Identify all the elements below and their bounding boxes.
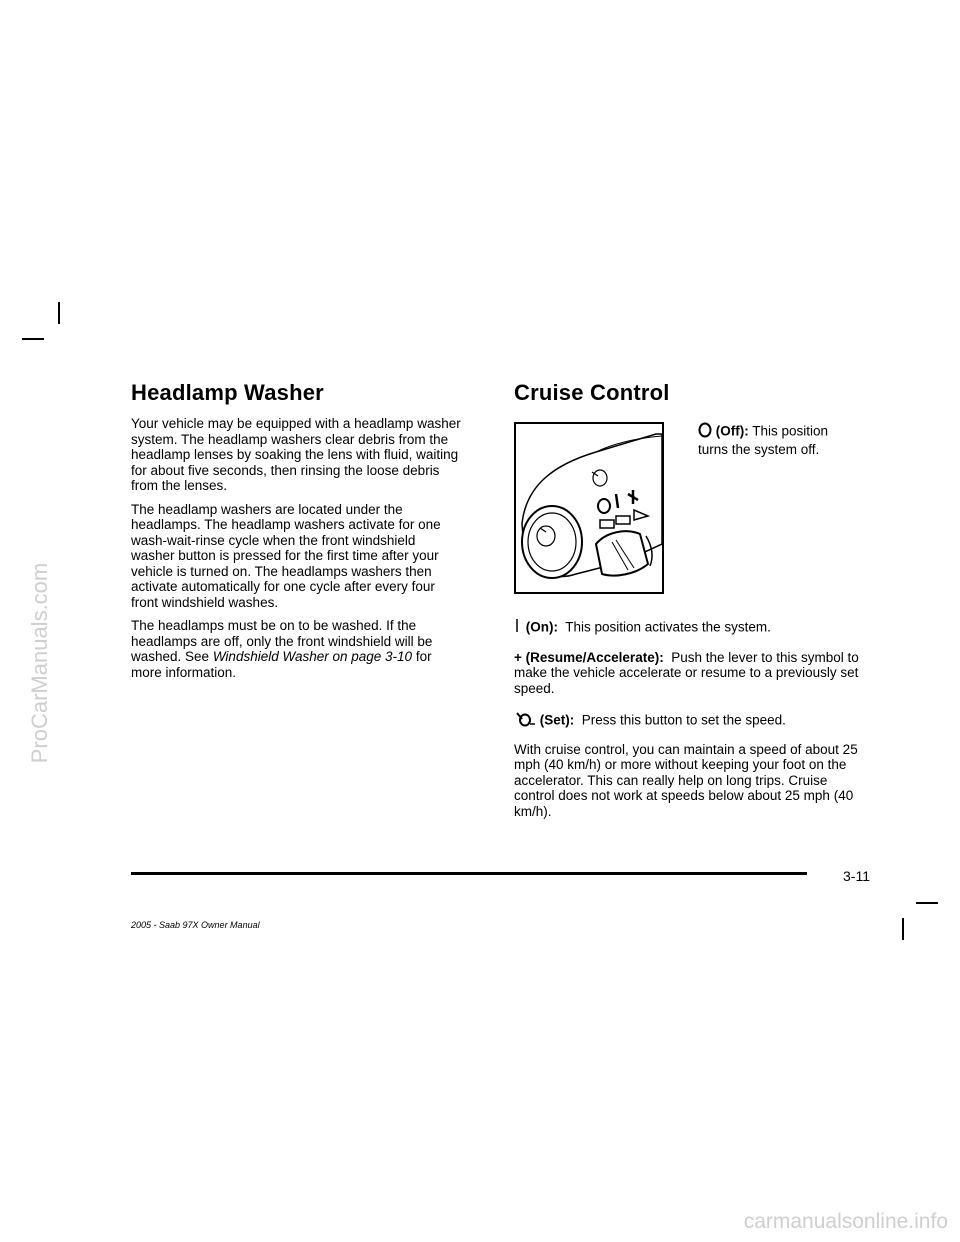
crop-mark (58, 302, 60, 324)
headlamp-washer-section (131, 380, 461, 688)
crop-mark (916, 902, 938, 904)
set-text: Press this button to set the speed. (581, 712, 786, 728)
paragraph: Your vehicle may be equipped with a headlamp washer system. The headlamp washers clear debris from the headlamp lenses by soaking the lens with fluid, waiting for about five seconds, then rinsing the loose debris from the lenses. (131, 416, 461, 493)
off-label: (Off): (715, 423, 749, 439)
cruise-control-section (514, 380, 859, 406)
paragraph: The headlamp washers are located under the headlamps. The headlamp washers activate for one wash-wait-rinse cycle when the front windshield washer button is pressed for the first time after your vehicle is turned on. The headlamps washers then activate automatically for one cycle after every four front windshield washes. (131, 501, 441, 610)
off-symbol-icon (698, 422, 712, 442)
paragraph-text: The headlamps must be on to be washed. If the headlamps are off, only the front windshield will be washed. See (131, 618, 433, 664)
on-label: (On): (525, 619, 558, 635)
section-title: Headlamp Washer (131, 380, 324, 405)
resume-text: Push the lever to this symbol to make the vehicle accelerate or resume to a previously set speed. (514, 649, 859, 696)
paragraph (131, 618, 461, 680)
on-symbol-icon (514, 618, 522, 638)
resume-description (514, 650, 860, 697)
cruise-control-items (514, 618, 860, 827)
on-text: This position activates the system. (565, 619, 771, 635)
page-number: 3-11 (843, 868, 870, 884)
cross-reference-link[interactable]: Windshield Washer on page 3-10 (212, 649, 413, 664)
set-description (514, 710, 860, 732)
off-description (698, 422, 860, 457)
set-label: (Set): (539, 712, 575, 728)
watermark-bottom: carmanualsonline.info (743, 1210, 948, 1233)
watermark-side: ProCarManuals.com (27, 562, 52, 764)
footer-rule (131, 872, 807, 875)
cruise-control-lever-illustration (514, 422, 664, 594)
resume-label: + (Resume/Accelerate): (514, 649, 664, 665)
off-text: This position turns the system off. (698, 423, 829, 457)
cruise-lever-drawing (516, 424, 662, 592)
paragraph-text: for more information. (131, 649, 432, 680)
paragraph: With cruise control, you can maintain a speed of about 25 mph (40 km/h) or more without keeping your foot on the accelerator. This can really help on long trips. Cruise control does not work at speeds below about 25 mph (40 km/h). (514, 741, 858, 819)
set-symbol-icon (514, 710, 536, 732)
on-description (514, 618, 860, 638)
footer-text: 2005 - Saab 97X Owner Manual (131, 920, 260, 930)
section-title: Cruise Control (514, 380, 670, 405)
crop-mark (22, 338, 44, 340)
crop-mark (902, 918, 904, 940)
